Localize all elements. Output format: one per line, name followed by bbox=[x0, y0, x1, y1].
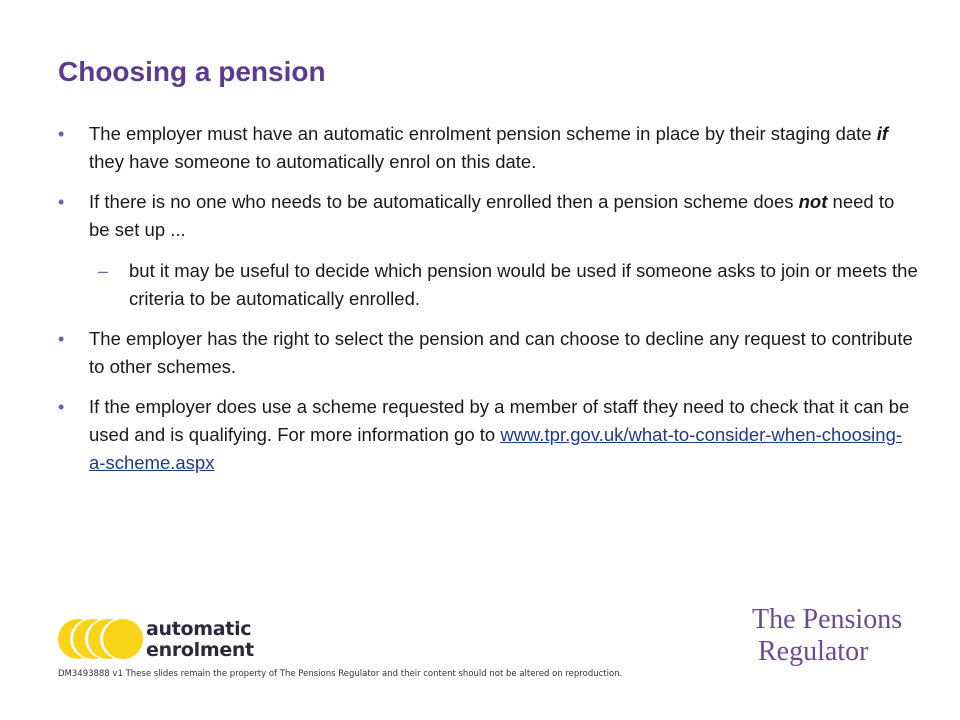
dash-icon: – bbox=[98, 261, 109, 281]
bullet-item-1 bbox=[58, 120, 918, 176]
bullet-icon: • bbox=[58, 329, 65, 349]
bullet-list bbox=[58, 120, 918, 477]
footer-disclaimer: DM3493888 v1 These slides remain the property of The Pensions Regulator and their content should not be altered on reproduction. bbox=[58, 669, 623, 679]
bullet-emphasis: if bbox=[876, 123, 889, 144]
tpr-logo-line2: Regulator bbox=[758, 636, 869, 667]
bullet-emphasis: not bbox=[798, 191, 828, 212]
bullet-icon: • bbox=[58, 124, 65, 144]
automatic-enrolment-wordmark bbox=[146, 619, 266, 661]
ae-wordmark-line2: enrolment bbox=[146, 639, 254, 661]
bullet-text-post: need to be set up ... bbox=[89, 191, 895, 240]
bullet-text-pre: The employer must have an automatic enrolment pension scheme in place by their staging date bbox=[89, 123, 877, 144]
bullet-text-post: they have someone to automatically enrol on this date. bbox=[89, 151, 537, 172]
bullet-text-pre: If the employer does use a scheme requested by a member of staff they need to check that it can be used and is qualifying. For more information go to bbox=[89, 396, 910, 445]
sub-bullet-item bbox=[58, 257, 918, 313]
slide-title: Choosing a pension bbox=[58, 56, 326, 87]
tpr-logo-line1: The Pensions bbox=[752, 604, 903, 635]
bullet-item-2 bbox=[58, 188, 918, 244]
bullet-icon: • bbox=[58, 397, 65, 417]
scheme-guidance-link[interactable]: www.tpr.gov.uk/what-to-consider-when-choosing-a-scheme.aspx bbox=[89, 424, 903, 473]
sub-bullet-text: but it may be useful to decide which pension would be used if someone asks to join or meets the criteria to be automatically enrolled. bbox=[129, 260, 918, 309]
bullet-item-3 bbox=[58, 325, 918, 381]
ae-wordmark-line1: automatic bbox=[146, 618, 252, 640]
bullet-icon: • bbox=[58, 192, 65, 212]
bullet-item-4 bbox=[58, 393, 918, 477]
pensions-regulator-logo bbox=[752, 604, 942, 668]
bullet-text: The employer has the right to select the pension and can choose to decline any request to contribute to other schemes. bbox=[89, 328, 913, 377]
bullet-text-pre: If there is no one who needs to be automatically enrolled then a pension scheme does bbox=[89, 191, 799, 212]
